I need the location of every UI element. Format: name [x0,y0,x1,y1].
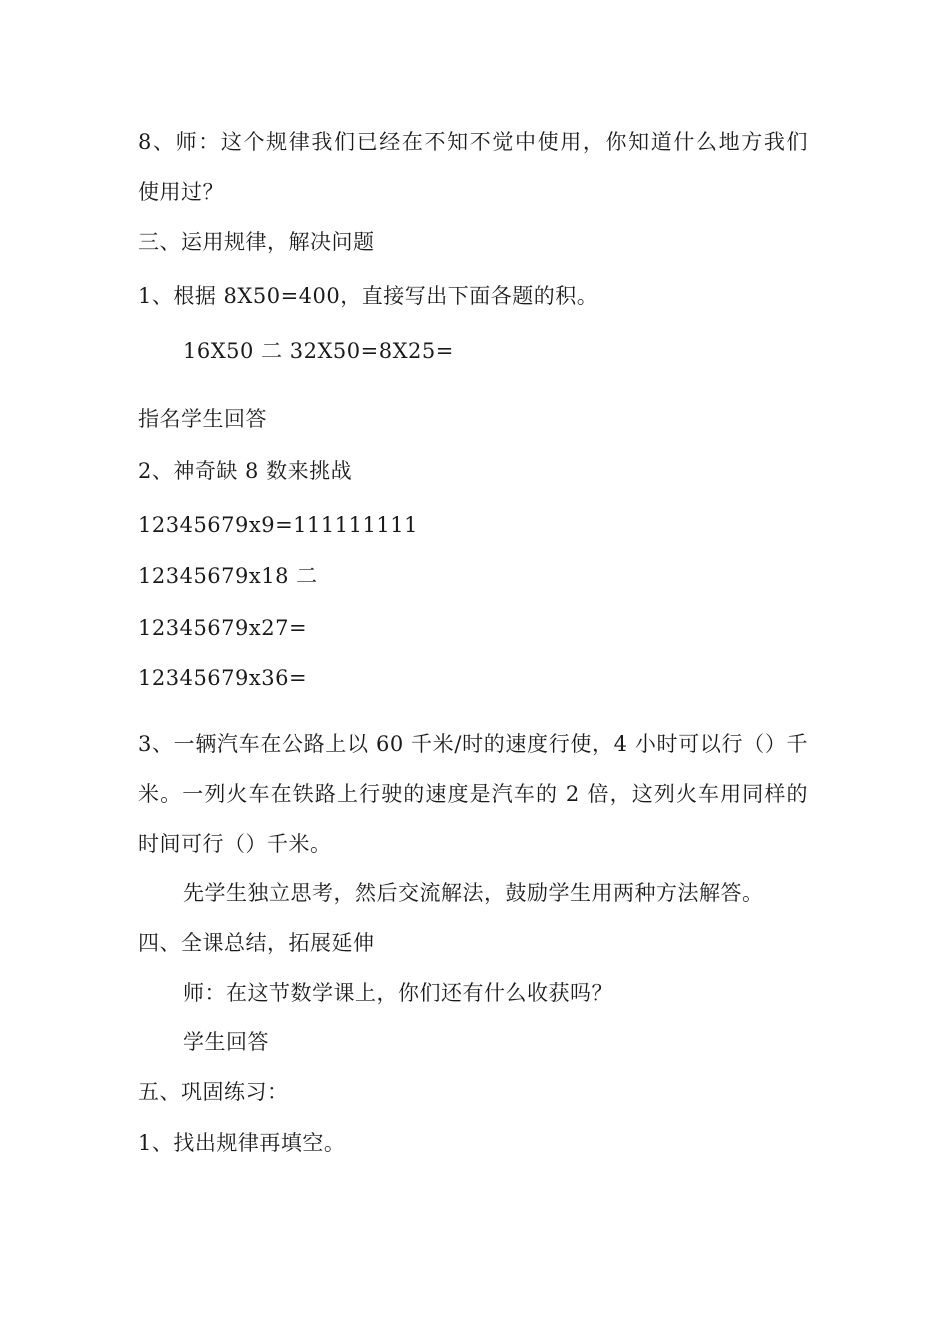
equation-line: 16X50 二 32X50=8X25= [183,339,454,363]
equation-line: 12345679x9=111111111 [138,513,418,537]
paragraph-line: 学生回答 [183,1030,269,1054]
paragraph-line: 先学生独立思考，然后交流解法，鼓励学生用两种方法解答。 [183,881,764,905]
paragraph-line: 使用过？ [138,180,224,204]
paragraph-line: 8、师：这个规律我们已经在不知不觉中使用，你知道什么地方我们 [138,130,808,154]
paragraph-line: 1、根据 8X50=400，直接写出下面各题的积。 [138,284,599,308]
paragraph-line: 时间可行（）千米。 [138,832,332,856]
paragraph-line: 2、神奇缺 8 数来挑战 [138,459,353,483]
equation-line: 12345679x27= [138,616,308,640]
paragraph-line: 1、找出规律再填空。 [138,1131,346,1155]
paragraph-line: 指名学生回答 [138,407,267,431]
paragraph-line: 师：在这节数学课上，你们还有什么收获吗？ [183,981,613,1005]
equation-line: 12345679x36= [138,666,308,690]
section-heading: 五、巩固练习： [138,1080,289,1104]
paragraph-line: 3、一辆汽车在公路上以 60 千米/时的速度行使，4 小时可以行（）千 [138,732,808,756]
paragraph-line: 米。一列火车在铁路上行驶的速度是汽车的 2 倍，这列火车用同样的 [138,782,808,806]
section-heading: 三、运用规律，解决问题 [138,230,375,254]
equation-line: 12345679x18 二 [138,564,318,588]
section-heading: 四、全课总结，拓展延伸 [138,931,375,955]
